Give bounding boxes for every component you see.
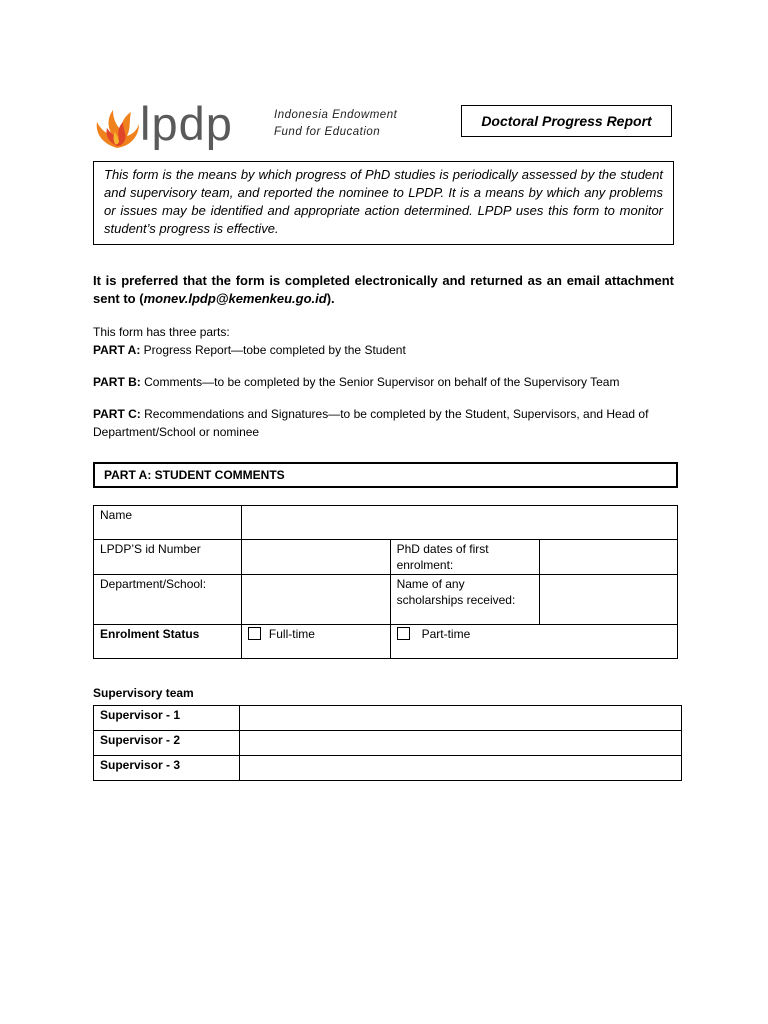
enrolment-status-label: Enrolment Status [94,625,242,659]
part-text: Recommendations and Signatures—to be completed by the Student, Supervisors, and Head of Department/School or nominee [93,407,649,439]
parts-intro: This form has three parts: [93,325,230,339]
part-a-heading: PART A: STUDENT COMMENTS [93,462,678,488]
supervisory-team-table [93,705,682,781]
scholarships-label: Name of any scholarships received: [390,575,540,625]
supervisor-3-label: Supervisor - 3 [94,756,240,781]
name-field[interactable] [241,506,677,540]
form-title: Doctoral Progress Report [461,105,672,137]
preferred-end: ). [326,291,335,306]
part-a-description [93,341,678,359]
fulltime-checkbox[interactable] [248,627,261,640]
part-label: PART A: [93,343,141,357]
logo-wordmark: lpdp [140,97,233,150]
preferred-text: It is preferred that the form is completed electronically and returned as an email attachment sent to ( [93,273,674,306]
fulltime-option[interactable] [241,625,390,659]
supervisory-team-heading: Supervisory team [93,686,194,700]
org-line-2: Fund for Education [274,126,381,138]
id-number-label: LPDP’S id Number [94,540,242,575]
parttime-checkbox[interactable] [397,627,410,640]
department-label: Department/School: [94,575,242,625]
supervisor-2-label: Supervisor - 2 [94,731,240,756]
table-row [94,506,678,540]
student-details-table [93,505,678,659]
contact-email: monev.lpdp@kemenkeu.go.id [143,291,327,306]
table-row [94,540,678,575]
part-b-description [93,373,678,391]
supervisor-1-field[interactable] [239,706,681,731]
lpdp-flame-logo-icon [93,104,141,150]
supervisor-3-field[interactable] [239,756,681,781]
table-row [94,756,682,781]
part-text: Progress Report—tobe completed by the Student [140,343,406,357]
submission-instructions [93,272,674,308]
part-text: Comments—to be completed by the Senior Supervisor on behalf of the Supervisory Team [140,375,620,389]
part-label: PART C: [93,407,141,421]
supervisor-1-label: Supervisor - 1 [94,706,240,731]
part-label: PART B: [93,375,141,389]
department-field[interactable] [241,575,390,625]
org-line-1: Indonesia Endowment [274,109,398,121]
scholarships-field[interactable] [540,575,678,625]
parttime-label: Part-time [421,627,471,641]
id-number-field[interactable] [241,540,390,575]
name-label: Name [94,506,242,540]
table-row [94,625,678,659]
part-c-description [93,405,678,441]
table-row [94,575,678,625]
parttime-option[interactable] [390,625,677,659]
enrolment-date-field[interactable] [540,540,678,575]
organization-name [274,107,397,141]
enrolment-date-label: PhD dates of first enrolment: [390,540,540,575]
table-row [94,731,682,756]
fulltime-label: Full-time [268,627,315,641]
supervisor-2-field[interactable] [239,731,681,756]
table-row [94,706,682,731]
intro-description: This form is the means by which progress of PhD studies is periodically assessed by the student and supervisory team, and reported the nominee to LPDP. It is a means by which any problems or issues may be identified and appropriate action determined. LPDP uses this form to monitor student’s progress is effective. [93,161,674,245]
